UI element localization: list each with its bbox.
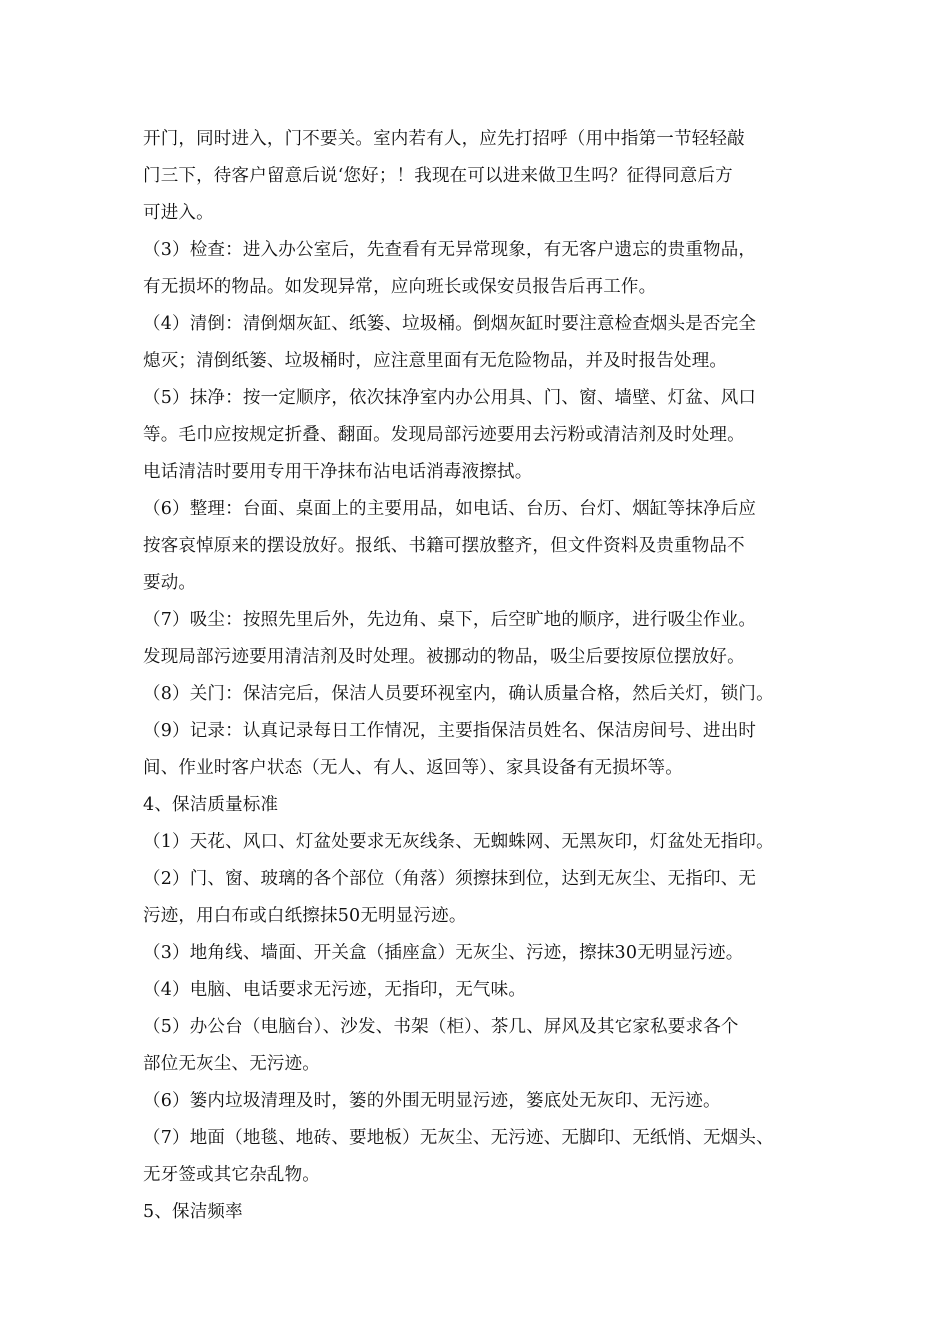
text-line: 等。毛巾应按规定折叠、翻面。发现局部污迹要用去污粉或清洁剂及时处理。 — [143, 425, 745, 445]
text-line: 熄灭；清倒纸篓、垃圾桶时，应注意里面有无危险物品，并及时报告处理。 — [143, 351, 728, 371]
text-line: （4）电脑、电话要求无污迹，无指印，无气味。 — [143, 980, 527, 1000]
text-line: （3）检查：进入办公室后，先查看有无异常现象，有无客户遗忘的贵重物品， — [143, 240, 757, 260]
section-heading: 4、保洁质量标准 — [143, 795, 279, 815]
text-line: （7）吸尘：按照先里后外，先边角、桌下，后空旷地的顺序，进行吸尘作业。 — [143, 610, 757, 630]
text-line: 无牙签或其它杂乱物。 — [143, 1165, 320, 1185]
text-line: （6）篓内垃圾清理及时，篓的外围无明显污迹，篓底处无灰印、无污迹。 — [143, 1091, 721, 1111]
text-line: （5）抹净：按一定顺序，依次抹净室内办公用具、门、窗、墙壁、灯盆、风口 — [143, 388, 757, 408]
text-line: 间、作业时客户状态（无人、有人、返回等）、家具设备有无损坏等。 — [143, 758, 683, 778]
text-line: （4）清倒：清倒烟灰缸、纸篓、垃圾桶。倒烟灰缸时要注意检查烟头是否完全 — [143, 314, 757, 334]
text-line: （1）天花、风口、灯盆处要求无灰线条、无蜘蛛网、无黑灰印，灯盆处无指印。 — [143, 832, 774, 852]
text-line: 要动。 — [143, 573, 197, 593]
text-line: 可进入。 — [143, 203, 214, 223]
text-line: 有无损坏的物品。如发现异常，应向班长或保安员报告后再工作。 — [143, 277, 657, 297]
text-line: （7）地面（地毯、地砖、要地板）无灰尘、无污迹、无脚印、无纸悄、无烟头、 — [143, 1128, 774, 1148]
text-line: （5）办公台（电脑台）、沙发、书架（柜）、茶几、屏风及其它家私要求各个 — [143, 1017, 739, 1037]
text-line: 部位无灰尘、无污迹。 — [143, 1054, 320, 1074]
text-line: 电话清洁时要用专用干净抹布沾电话消毒液擦拭。 — [143, 462, 533, 482]
text-line: 门三下，待客户留意后说‘您好；！我现在可以进来做卫生吗？征得同意后方 — [143, 166, 733, 186]
text-line: 按客哀悼原来的摆设放好。报纸、书籍可摆放整齐，但文件资料及贵重物品不 — [143, 536, 745, 556]
text-line: （2）门、窗、玻璃的各个部位（角落）须擦抹到位，达到无灰尘、无指印、无 — [143, 869, 757, 889]
text-line: 开门，同时进入，门不要关。室内若有人，应先打招呼（用中指第一节轻轻敲 — [143, 129, 745, 149]
text-line: 发现局部污迹要用清洁剂及时处理。被挪动的物品，吸尘后要按原位摆放好。 — [143, 647, 745, 667]
text-line: （6）整理：台面、桌面上的主要用品，如电话、台历、台灯、烟缸等抹净后应 — [143, 499, 757, 519]
section-heading: 5、保洁频率 — [143, 1202, 243, 1222]
document-body — [143, 121, 833, 1231]
text-line: （3）地角线、墙面、开关盒（插座盒）无灰尘、污迹，擦抹30无明显污迹。 — [143, 943, 744, 963]
text-line: （8）关门：保洁完后，保洁人员要环视室内，确认质量合格，然后关灯，锁门。 — [143, 684, 774, 704]
text-line: （9）记录：认真记录每日工作情况，主要指保洁员姓名、保洁房间号、进出时 — [143, 721, 757, 741]
text-line: 污迹，用白布或白纸擦抹50无明显污迹。 — [143, 906, 467, 926]
